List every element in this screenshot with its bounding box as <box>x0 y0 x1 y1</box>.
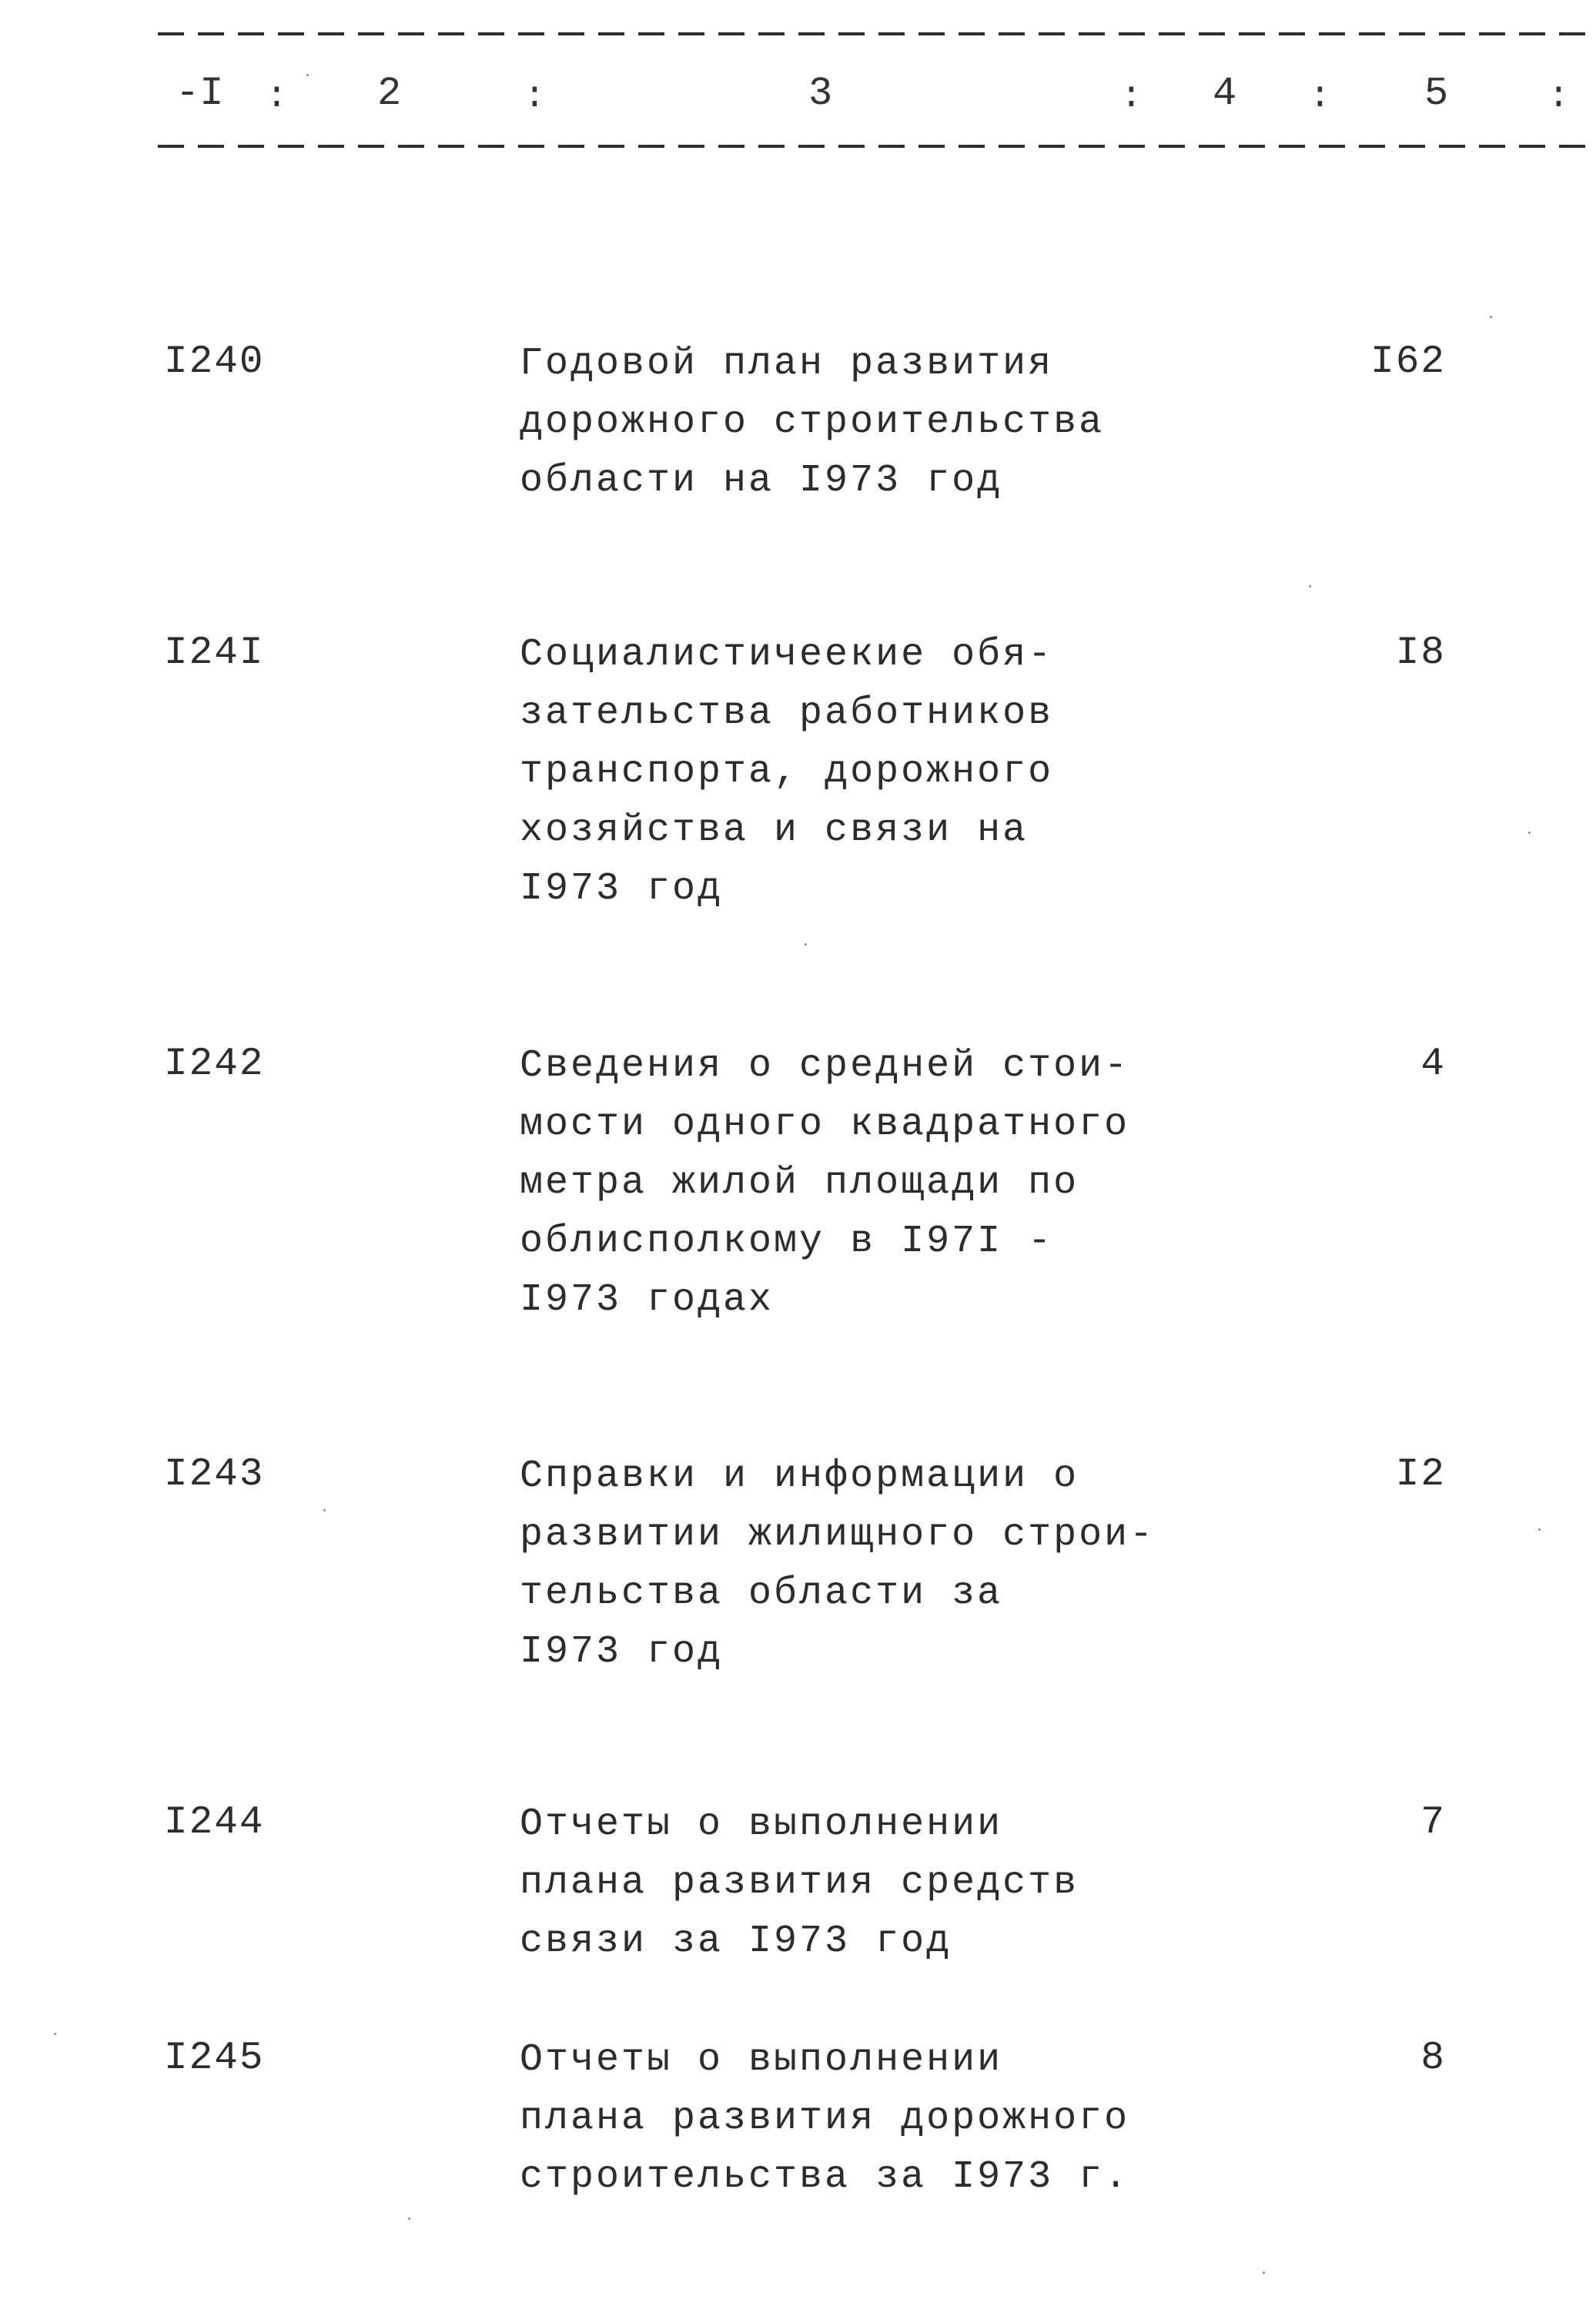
entry-title-line: Годовой план развития <box>520 342 1054 386</box>
column-separator: : <box>1309 76 1331 118</box>
entry-title-line: I973 год <box>520 1630 724 1674</box>
column-header-4: 4 <box>1213 71 1237 116</box>
entry-title-line: I973 год <box>520 867 724 911</box>
entry-title-line: плана развития средств <box>520 1861 1079 1905</box>
entry-sheet-count: I2 <box>1395 1453 1446 1497</box>
entry-number: I242 <box>164 1043 265 1086</box>
entry-title <box>520 335 1104 510</box>
scan-speck <box>1263 2271 1265 2274</box>
entry-number: I243 <box>164 1453 265 1497</box>
scan-speck <box>1309 585 1311 587</box>
entry-sheet-count: I62 <box>1370 340 1446 384</box>
entry-title-line: Справки и информации о <box>520 1454 1079 1498</box>
entry-number: I240 <box>164 340 265 384</box>
entry-title <box>520 1448 1155 1682</box>
column-header-3: 3 <box>808 71 833 116</box>
entry-title-line: дорожного строительства <box>520 400 1105 444</box>
column-separator: : <box>266 76 288 118</box>
column-header-2: 2 <box>377 71 402 116</box>
entry-title-line: метра жилой площади по <box>520 1161 1079 1205</box>
entry-sheet-count: 8 <box>1420 2037 1446 2080</box>
entry-title-line: тельства области за <box>520 1572 1003 1615</box>
entry-title-line: облисполкому в I97I - <box>520 1220 1054 1264</box>
entry-title-line: I973 годах <box>520 1278 775 1322</box>
entry-sheet-count: 7 <box>1420 1801 1446 1845</box>
entry-number: I24I <box>164 631 265 675</box>
scan-speck <box>1538 1528 1541 1531</box>
column-separator: : <box>524 76 546 118</box>
entry-title-line: хозяйства и связи на <box>520 808 1029 852</box>
entry-title-line: связи за I973 год <box>520 1920 952 1963</box>
column-separator: : <box>1547 76 1570 118</box>
header-top-dashed-rule <box>158 32 1596 35</box>
entry-title-line: транспорта, дорожного <box>520 750 1054 794</box>
entry-title <box>520 626 1053 919</box>
column-header-5: 5 <box>1424 71 1449 116</box>
scan-speck <box>54 2033 56 2035</box>
entry-title-line: строительства за I973 г. <box>520 2155 1130 2199</box>
entry-title-line: Отчеты о выполнении <box>520 1803 1003 1846</box>
entry-title-line: зательства работников <box>520 691 1054 735</box>
entry-title-line: Отчеты о выполнении <box>520 2038 1003 2082</box>
scan-speck <box>408 2218 410 2220</box>
entry-title <box>520 1037 1129 1330</box>
column-separator: : <box>1120 76 1143 118</box>
scan-speck <box>306 74 309 76</box>
entry-sheet-count: I8 <box>1395 631 1446 675</box>
scan-speck <box>323 1509 326 1511</box>
entry-title <box>520 2031 1129 2207</box>
scan-speck <box>1490 316 1492 318</box>
entry-title-line: Социалистичеекие обя- <box>520 633 1054 677</box>
entry-title <box>520 1796 1079 1971</box>
entry-number: I244 <box>164 1801 265 1845</box>
column-header-1: -I <box>176 71 224 116</box>
entry-title-line: мости одного квадратного <box>520 1103 1130 1146</box>
entry-title-line: развитии жилищного строи- <box>520 1513 1156 1557</box>
entry-sheet-count: 4 <box>1420 1043 1446 1086</box>
entry-title-line: области на I973 год <box>520 459 1003 503</box>
entry-title-line: Сведения о средней стои- <box>520 1044 1130 1088</box>
header-bottom-dashed-rule <box>158 145 1596 148</box>
scan-speck <box>805 943 807 946</box>
entry-title-line: плана развития дорожного <box>520 2097 1130 2141</box>
entry-number: I245 <box>164 2037 265 2080</box>
scan-speck <box>1528 832 1531 834</box>
